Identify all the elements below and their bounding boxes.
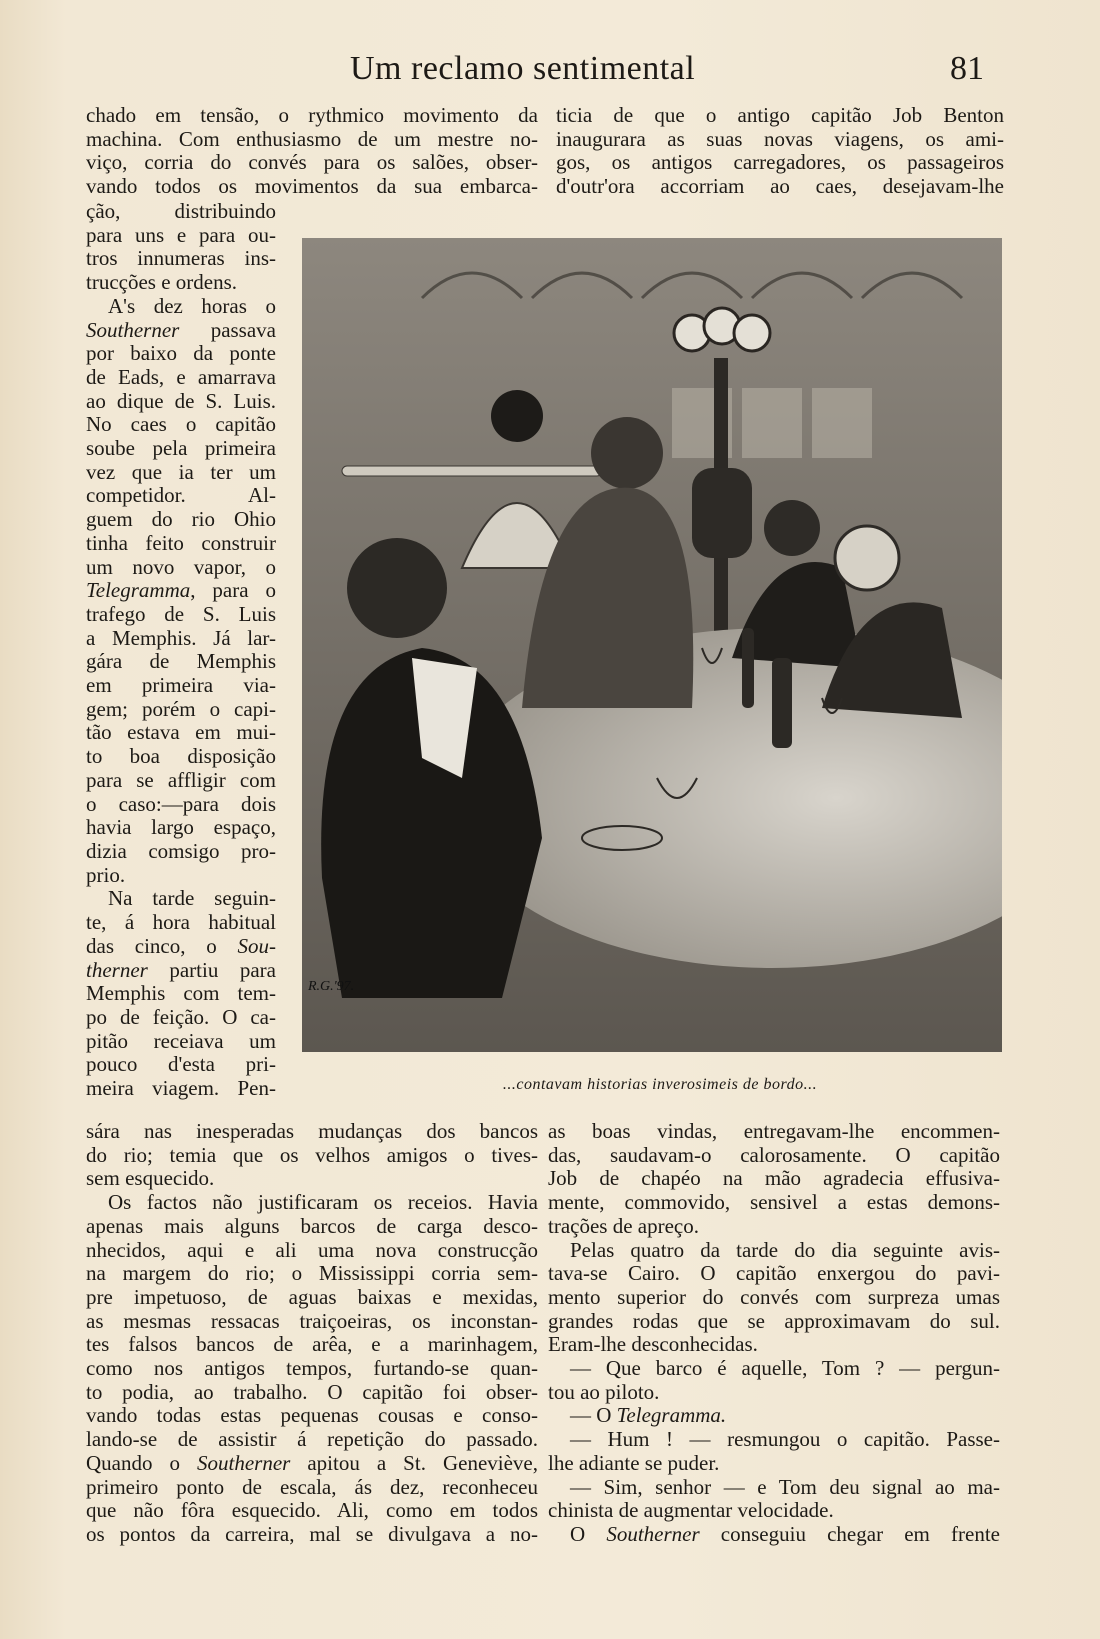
- illustration-caption: ...contavam historias inverosimeis de bordo...: [502, 1076, 818, 1093]
- text-line: inaugurara as suas novas viagens, os ami-: [556, 126, 1004, 151]
- ship-name: Southerner: [86, 317, 180, 342]
- text-line: mente, commovido, sensivel a estas demons-: [548, 1190, 1000, 1215]
- text-line: sára nas inesperadas mudanças dos bancos: [86, 1119, 538, 1143]
- ship-name: Telegramma: [86, 578, 191, 603]
- illustration-dining-saloon: [302, 238, 1002, 1052]
- text-line: como nos antigos tempos, furtando-se quan-: [86, 1356, 538, 1381]
- text-line: das cinco, o Sou-: [86, 933, 276, 958]
- text-line: tou ao piloto.: [548, 1379, 660, 1404]
- text-line: os pontos da carreira, mal se divulgava a no-: [86, 1521, 538, 1546]
- text-line: O Southerner conseguiu chegar em frente: [570, 1521, 1000, 1546]
- text-line: gem; porém o capi-: [86, 696, 276, 721]
- text-column-bottom-right: [548, 1120, 1000, 1547]
- text-line: trucções e ordens.: [86, 270, 238, 295]
- text-line: para uns e para ou-: [86, 222, 276, 247]
- text-line: para se affligir com: [86, 767, 276, 792]
- text-line: gos, os antigos carregadores, os passageiros: [556, 150, 1004, 175]
- artist-signature: R.G.'97.: [308, 979, 355, 994]
- text-line: por baixo da ponte: [86, 341, 276, 366]
- text-line: Os factos não justificaram os receios. Havia: [108, 1190, 538, 1215]
- running-header: [340, 50, 1000, 94]
- text-line: trações de apreço.: [548, 1213, 699, 1238]
- text-line: Na tarde seguin-: [108, 886, 276, 911]
- text-line: dizia comsigo pro-: [86, 838, 276, 863]
- text-column-narrow: [86, 200, 276, 1101]
- ship-name: Sou-: [237, 933, 276, 958]
- text-line: vando todos os movimentos da sua embarca-: [86, 174, 538, 199]
- text-line: Job de chapéo na mão agradecia effusiva-: [548, 1166, 1000, 1191]
- text-line: — Hum ! — resmungou o capitão. Passe-: [570, 1427, 1000, 1452]
- text-line: ção, distribuindo: [86, 199, 276, 223]
- text-line: tão estava em mui-: [86, 720, 276, 745]
- text-line: vez que ia ter um: [86, 459, 276, 484]
- text-line: — Sim, senhor — e Tom deu signal ao ma-: [570, 1474, 1000, 1499]
- text-line: te, á hora habitual: [86, 910, 276, 935]
- text-column-top-left: [86, 104, 538, 199]
- chapter-title: Um reclamo sentimental: [350, 50, 696, 87]
- text-line: Eram-lhe desconhecidas.: [548, 1332, 758, 1357]
- text-line: trafego de S. Luis: [86, 601, 276, 626]
- text-line: lando-se de assistir á repetição do passado.: [86, 1427, 538, 1452]
- text-line: Southerner passava: [86, 317, 276, 342]
- text-line: ticia de que o antigo capitão Job Benton: [556, 103, 1004, 127]
- text-line: tes falsos bancos de arêa, e a marinhagem,: [86, 1332, 538, 1357]
- text-line: Pelas quatro da tarde do dia seguinte avis-: [570, 1237, 1000, 1262]
- text-line: na margem do rio; o Mississippi corria sem-: [86, 1261, 538, 1286]
- text-line: No caes o capitão: [86, 412, 276, 437]
- text-line: competidor. Al-: [86, 483, 276, 508]
- text-line: soube pela primeira: [86, 436, 276, 461]
- text-line: tros innumeras ins-: [86, 246, 276, 271]
- text-line: po de feição. O ca-: [86, 1004, 276, 1029]
- text-line: — Que barco é aquelle, Tom ? — pergun-: [570, 1356, 1000, 1381]
- text-line: pitão receiava um: [86, 1028, 276, 1053]
- text-line: tinha feito construir: [86, 530, 276, 555]
- text-line: havia largo espaço,: [86, 815, 276, 840]
- page-number: 81: [950, 50, 984, 87]
- text-line: primeiro ponto de escala, ás dez, reconheceu: [86, 1474, 538, 1499]
- text-line: o caso:—para dois: [86, 791, 276, 816]
- text-line: d'outr'ora accorriam ao caes, desejavam-lhe: [556, 174, 1004, 199]
- text-line: pre impetuoso, de aguas baixas e mexidas,: [86, 1284, 538, 1309]
- text-line: das, saudavam-o calorosamente. O capitão: [548, 1142, 1000, 1167]
- text-line: Telegramma, para o: [86, 578, 276, 603]
- text-line: chinista de augmentar velocidade.: [548, 1498, 834, 1523]
- text-line: Memphis com tem-: [86, 981, 276, 1006]
- text-line: meira viagem. Pen-: [86, 1076, 276, 1101]
- text-line: mento superior do convés com surpreza umas: [548, 1284, 1000, 1309]
- text-line: nhecidos, aqui e ali uma nova construcção: [86, 1237, 538, 1262]
- text-line: prio.: [86, 862, 126, 887]
- ship-name: therner: [86, 957, 148, 982]
- text-column-top-right: [556, 104, 1004, 199]
- text-line: apenas mais alguns barcos de carga desco-: [86, 1213, 538, 1238]
- text-line: gára de Memphis: [86, 649, 276, 674]
- text-line: therner partiu para: [86, 957, 276, 982]
- ship-name: Telegramma.: [616, 1403, 727, 1428]
- text-line: as mesmas ressacas traiçoeiras, os inconstan-: [86, 1308, 538, 1333]
- ship-name: Southerner: [197, 1450, 291, 1475]
- text-line: guem do rio Ohio: [86, 507, 276, 532]
- text-line: — O Telegramma.: [570, 1403, 727, 1428]
- text-line: sem esquecido.: [86, 1166, 215, 1191]
- text-line: viço, corria do convés para os salões, obser-: [86, 150, 538, 175]
- text-line: em primeira via-: [86, 673, 276, 698]
- text-line: as boas vindas, entregavam-lhe encommen-: [548, 1119, 1000, 1143]
- text-line: tava-se Cairo. O capitão enxergou do pavi-: [548, 1261, 1000, 1286]
- text-line: lhe adiante se puder.: [548, 1450, 720, 1475]
- text-line: um novo vapor, o: [86, 554, 276, 579]
- text-line: grandes rodas que se approximavam do sul.: [548, 1308, 1000, 1333]
- text-line: Quando o Southerner apitou a St. Geneviève,: [86, 1450, 538, 1475]
- text-line: que não fôra esquecido. Ali, como em todos: [86, 1498, 538, 1523]
- text-line: pouco d'esta pri-: [86, 1052, 276, 1077]
- illustration-drawing: [302, 238, 1002, 1052]
- text-line: machina. Com enthusiasmo de um mestre no-: [86, 126, 538, 151]
- ship-name: Southerner: [606, 1521, 700, 1546]
- text-line: ao dique de S. Luis.: [86, 388, 276, 413]
- text-line: de Eads, e amarrava: [86, 364, 276, 389]
- text-column-bottom-left: [86, 1120, 538, 1547]
- text-line: a Memphis. Já lar-: [86, 625, 276, 650]
- text-line: A's dez horas o: [108, 293, 276, 318]
- text-line: do rio; temia que os velhos amigos o tives-: [86, 1142, 538, 1167]
- text-line: vando todas estas pequenas cousas e conso-: [86, 1403, 538, 1428]
- text-line: to boa disposição: [86, 744, 276, 769]
- text-line: chado em tensão, o rythmico movimento da: [86, 103, 538, 127]
- text-line: to podia, ao trabalho. O capitão foi obser-: [86, 1379, 538, 1404]
